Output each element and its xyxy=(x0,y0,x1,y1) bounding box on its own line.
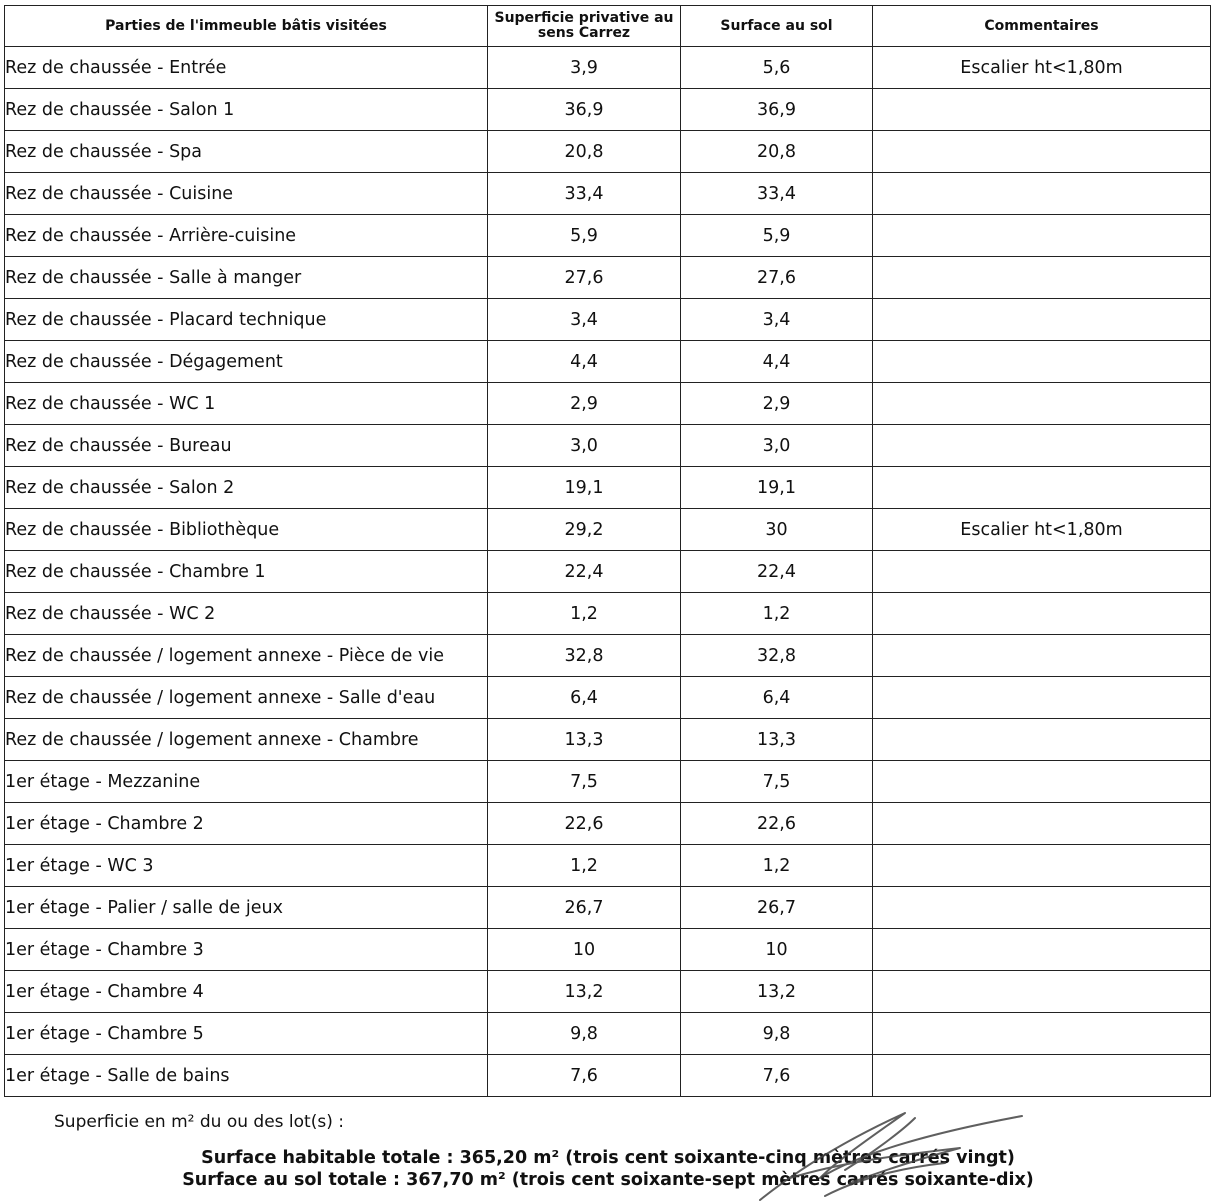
surface-sol-cell: 26,7 xyxy=(681,887,873,929)
superficie-carrez-cell: 1,2 xyxy=(488,593,681,635)
superficie-carrez-cell: 5,9 xyxy=(488,215,681,257)
commentaire-cell xyxy=(873,173,1211,215)
table-row xyxy=(5,173,1211,215)
room-name-cell: 1er étage - Chambre 3 xyxy=(5,929,488,971)
room-name-cell: Rez de chaussée - Salon 2 xyxy=(5,467,488,509)
total-habitable: Surface habitable totale : 365,20 m² (trois cent soixante-cinq mètres carrés vingt) xyxy=(201,1148,1015,1168)
table-row xyxy=(5,635,1211,677)
header-commentaires: Commentaires xyxy=(873,6,1211,47)
table-row xyxy=(5,299,1211,341)
superficie-carrez-cell: 7,5 xyxy=(488,761,681,803)
commentaire-cell xyxy=(873,845,1211,887)
room-name-cell: Rez de chaussée - Spa xyxy=(5,131,488,173)
surface-sol-cell: 9,8 xyxy=(681,1013,873,1055)
table-row xyxy=(5,257,1211,299)
superficie-carrez-cell: 13,2 xyxy=(488,971,681,1013)
superficie-carrez-cell: 22,4 xyxy=(488,551,681,593)
surface-sol-cell: 19,1 xyxy=(681,467,873,509)
table-row xyxy=(5,803,1211,845)
superficie-carrez-cell: 13,3 xyxy=(488,719,681,761)
superficie-carrez-cell: 27,6 xyxy=(488,257,681,299)
surface-sol-cell: 30 xyxy=(681,509,873,551)
table-row xyxy=(5,593,1211,635)
surface-sol-cell: 2,9 xyxy=(681,383,873,425)
room-name-cell: Rez de chaussée - Dégagement xyxy=(5,341,488,383)
superficie-carrez-cell: 36,9 xyxy=(488,89,681,131)
superficie-carrez-cell: 4,4 xyxy=(488,341,681,383)
surface-sol-cell: 20,8 xyxy=(681,131,873,173)
room-name-cell: Rez de chaussée - Salon 1 xyxy=(5,89,488,131)
superficie-carrez-cell: 20,8 xyxy=(488,131,681,173)
surface-sol-cell: 7,6 xyxy=(681,1055,873,1097)
signature-image xyxy=(730,1108,1040,1203)
commentaire-cell xyxy=(873,131,1211,173)
room-name-cell: Rez de chaussée / logement annexe - Pièce de vie xyxy=(5,635,488,677)
table-row xyxy=(5,887,1211,929)
superficie-carrez-cell: 33,4 xyxy=(488,173,681,215)
table-row xyxy=(5,47,1211,89)
room-name-cell: Rez de chaussée - WC 1 xyxy=(5,383,488,425)
surface-sol-cell: 1,2 xyxy=(681,593,873,635)
commentaire-cell xyxy=(873,803,1211,845)
table-body xyxy=(5,47,1211,1097)
table-row xyxy=(5,341,1211,383)
surface-sol-cell: 27,6 xyxy=(681,257,873,299)
commentaire-cell xyxy=(873,425,1211,467)
header-superficie-carrez: Superficie privative au sens Carrez xyxy=(488,6,681,47)
superficie-carrez-cell: 2,9 xyxy=(488,383,681,425)
room-name-cell: 1er étage - Palier / salle de jeux xyxy=(5,887,488,929)
table-header-row xyxy=(5,6,1211,47)
superficie-carrez-cell: 1,2 xyxy=(488,845,681,887)
commentaire-cell xyxy=(873,719,1211,761)
table-row xyxy=(5,1013,1211,1055)
superficie-label: Superficie en m² du ou des lot(s) : xyxy=(54,1112,344,1132)
superficie-carrez-cell: 6,4 xyxy=(488,677,681,719)
commentaire-cell xyxy=(873,89,1211,131)
room-name-cell: Rez de chaussée - WC 2 xyxy=(5,593,488,635)
surface-sol-cell: 3,0 xyxy=(681,425,873,467)
commentaire-cell xyxy=(873,887,1211,929)
table-row xyxy=(5,761,1211,803)
commentaire-cell xyxy=(873,1013,1211,1055)
room-name-cell: Rez de chaussée - Cuisine xyxy=(5,173,488,215)
surface-sol-cell: 36,9 xyxy=(681,89,873,131)
room-name-cell: 1er étage - Chambre 5 xyxy=(5,1013,488,1055)
room-name-cell: Rez de chaussée - Arrière-cuisine xyxy=(5,215,488,257)
table-row xyxy=(5,719,1211,761)
surface-sol-cell: 7,5 xyxy=(681,761,873,803)
commentaire-cell xyxy=(873,383,1211,425)
superficie-carrez-cell: 3,9 xyxy=(488,47,681,89)
room-name-cell: 1er étage - Chambre 4 xyxy=(5,971,488,1013)
commentaire-cell xyxy=(873,761,1211,803)
surface-sol-cell: 13,3 xyxy=(681,719,873,761)
header-surface-sol: Surface au sol xyxy=(681,6,873,47)
table-row xyxy=(5,845,1211,887)
room-name-cell: 1er étage - Salle de bains xyxy=(5,1055,488,1097)
commentaire-cell xyxy=(873,677,1211,719)
commentaire-cell: Escalier ht<1,80m xyxy=(873,509,1211,551)
commentaire-cell xyxy=(873,635,1211,677)
room-name-cell: Rez de chaussée - Salle à manger xyxy=(5,257,488,299)
surface-sol-cell: 22,4 xyxy=(681,551,873,593)
surface-sol-cell: 5,9 xyxy=(681,215,873,257)
header-parties: Parties de l'immeuble bâtis visitées xyxy=(5,6,488,47)
room-name-cell: Rez de chaussée - Bureau xyxy=(5,425,488,467)
superficie-carrez-cell: 3,0 xyxy=(488,425,681,467)
table-row xyxy=(5,89,1211,131)
room-name-cell: Rez de chaussée - Placard technique xyxy=(5,299,488,341)
commentaire-cell xyxy=(873,593,1211,635)
table-row xyxy=(5,1055,1211,1097)
superficie-carrez-cell: 7,6 xyxy=(488,1055,681,1097)
commentaire-cell: Escalier ht<1,80m xyxy=(873,47,1211,89)
superficie-carrez-cell: 10 xyxy=(488,929,681,971)
table-row xyxy=(5,467,1211,509)
room-name-cell: Rez de chaussée - Chambre 1 xyxy=(5,551,488,593)
room-name-cell: 1er étage - Chambre 2 xyxy=(5,803,488,845)
room-name-cell: Rez de chaussée / logement annexe - Salle d'eau xyxy=(5,677,488,719)
surface-sol-cell: 10 xyxy=(681,929,873,971)
surface-sol-cell: 6,4 xyxy=(681,677,873,719)
commentaire-cell xyxy=(873,1055,1211,1097)
room-name-cell: Rez de chaussée / logement annexe - Chambre xyxy=(5,719,488,761)
table-row xyxy=(5,551,1211,593)
commentaire-cell xyxy=(873,341,1211,383)
superficie-carrez-cell: 19,1 xyxy=(488,467,681,509)
commentaire-cell xyxy=(873,551,1211,593)
superficie-carrez-cell: 22,6 xyxy=(488,803,681,845)
room-name-cell: Rez de chaussée - Bibliothèque xyxy=(5,509,488,551)
room-name-cell: 1er étage - WC 3 xyxy=(5,845,488,887)
table-row xyxy=(5,215,1211,257)
commentaire-cell xyxy=(873,257,1211,299)
room-name-cell: Rez de chaussée - Entrée xyxy=(5,47,488,89)
table-row xyxy=(5,509,1211,551)
table-row xyxy=(5,425,1211,467)
commentaire-cell xyxy=(873,971,1211,1013)
superficie-carrez-cell: 32,8 xyxy=(488,635,681,677)
commentaire-cell xyxy=(873,467,1211,509)
table-row xyxy=(5,971,1211,1013)
commentaire-cell xyxy=(873,215,1211,257)
superficie-carrez-cell: 9,8 xyxy=(488,1013,681,1055)
table-row xyxy=(5,131,1211,173)
total-sol: Surface au sol totale : 367,70 m² (trois cent soixante-sept mètres carrés soixante-dix) xyxy=(182,1170,1034,1190)
surface-sol-cell: 33,4 xyxy=(681,173,873,215)
surface-table xyxy=(4,5,1211,1097)
surface-sol-cell: 5,6 xyxy=(681,47,873,89)
surface-sol-cell: 13,2 xyxy=(681,971,873,1013)
superficie-carrez-cell: 29,2 xyxy=(488,509,681,551)
surface-sol-cell: 3,4 xyxy=(681,299,873,341)
superficie-carrez-cell: 3,4 xyxy=(488,299,681,341)
surface-sol-cell: 32,8 xyxy=(681,635,873,677)
surface-sol-cell: 1,2 xyxy=(681,845,873,887)
table-row xyxy=(5,383,1211,425)
table-row xyxy=(5,929,1211,971)
surface-sol-cell: 4,4 xyxy=(681,341,873,383)
surface-sol-cell: 22,6 xyxy=(681,803,873,845)
superficie-carrez-cell: 26,7 xyxy=(488,887,681,929)
room-name-cell: 1er étage - Mezzanine xyxy=(5,761,488,803)
table-row xyxy=(5,677,1211,719)
commentaire-cell xyxy=(873,929,1211,971)
commentaire-cell xyxy=(873,299,1211,341)
